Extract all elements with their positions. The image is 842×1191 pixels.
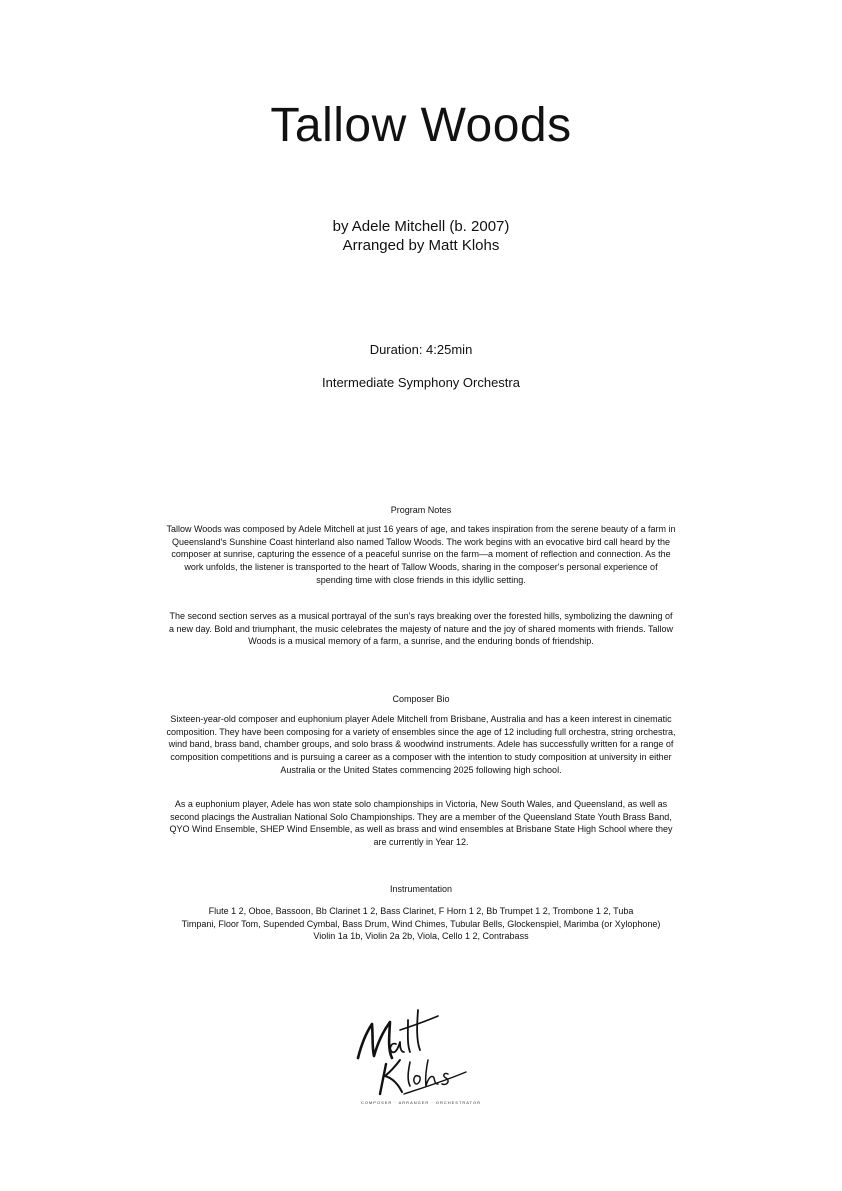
instrumentation-list <box>156 905 686 943</box>
signature-logo <box>352 1002 472 1112</box>
instrumentation-heading: Instrumentation <box>389 884 453 894</box>
signature-icon <box>352 1002 472 1102</box>
credits <box>0 217 842 255</box>
program-notes-paragraph-2: The second section serves as a musical portrayal of the sun's rays breaking over the forested hills, symbolizing the dawning of a new day. Bold and triumphant, the music celebrates the majesty of nature and the joy of shared moments with friends. Tallow Woods is a musical memory of a farm, a sunrise, and the enduring bonds of friendship. <box>169 611 673 647</box>
duration: Duration: 4:25min <box>369 342 473 357</box>
program-notes-paragraph-1: Tallow Woods was composed by Adele Mitchell at just 16 years of age, and takes inspiration from the serene beauty of a farm in Queensland's Sunshine Coast hinterland also named Tallow Woods. The work begins with an evocative bird call heard by the composer at sunrise, capturing the essence of a peaceful sunrise on the farm—a moment of reflection and connection. As the work unfolds, the listener is transported to the heart of Tallow Woods, sharing in the composer's personal experience of spending time with close friends in this idyllic setting. <box>166 524 676 585</box>
composer-line: by Adele Mitchell (b. 2007) <box>332 218 510 235</box>
ensemble: Intermediate Symphony Orchestra <box>322 375 520 390</box>
composer-bio-paragraph-2: As a euphonium player, Adele has won state solo championships in Victoria, New South Wales, and Queensland, as well as second placings the Australian National Solo Championships. They are a member of the Queensland State Youth Brass Band, QYO Wind Ensemble, SHEP Wind Ensemble, as well as brass and wind ensembles at Brisbane State High School where they are currently in Year 12. <box>169 799 673 848</box>
composer-bio-paragraph-1: Sixteen-year-old composer and euphonium player Adele Mitchell from Brisbane, Australia and has a keen interest in cinematic composition. They have been composing for a variety of ensembles since the age of 12 including full orchestra, string orchestra, wind band, brass band, chamber groups, and solo brass & woodwind instruments. Adele has successfully written for a range of composition competitions and is pursuing a career as a composer with the intention to study composition at university in either Australia or the United States commencing 2025 following high school. <box>166 714 676 775</box>
page-title: Tallow Woods <box>270 99 572 152</box>
instrumentation-percussion: Timpani, Floor Tom, Supended Cymbal, Bass Drum, Wind Chimes, Tubular Bells, Glockenspiel, Marimba (or Xylophone) <box>181 918 661 929</box>
signature-caption: COMPOSER · ARRANGER · ORCHESTRATOR <box>360 1100 482 1105</box>
program-notes-heading: Program Notes <box>390 505 452 515</box>
instrumentation-strings: Violin 1a 1b, Violin 2a 2b, Viola, Cello 1 2, Contrabass <box>313 931 529 942</box>
instrumentation-winds-brass: Flute 1 2, Oboe, Bassoon, Bb Clarinet 1 2, Bass Clarinet, F Horn 1 2, Bb Trumpet 1 2, Trombone 1 2, Tuba <box>208 906 634 916</box>
arranger-line: Arranged by Matt Klohs <box>342 237 500 254</box>
composer-bio-heading: Composer Bio <box>392 694 450 704</box>
